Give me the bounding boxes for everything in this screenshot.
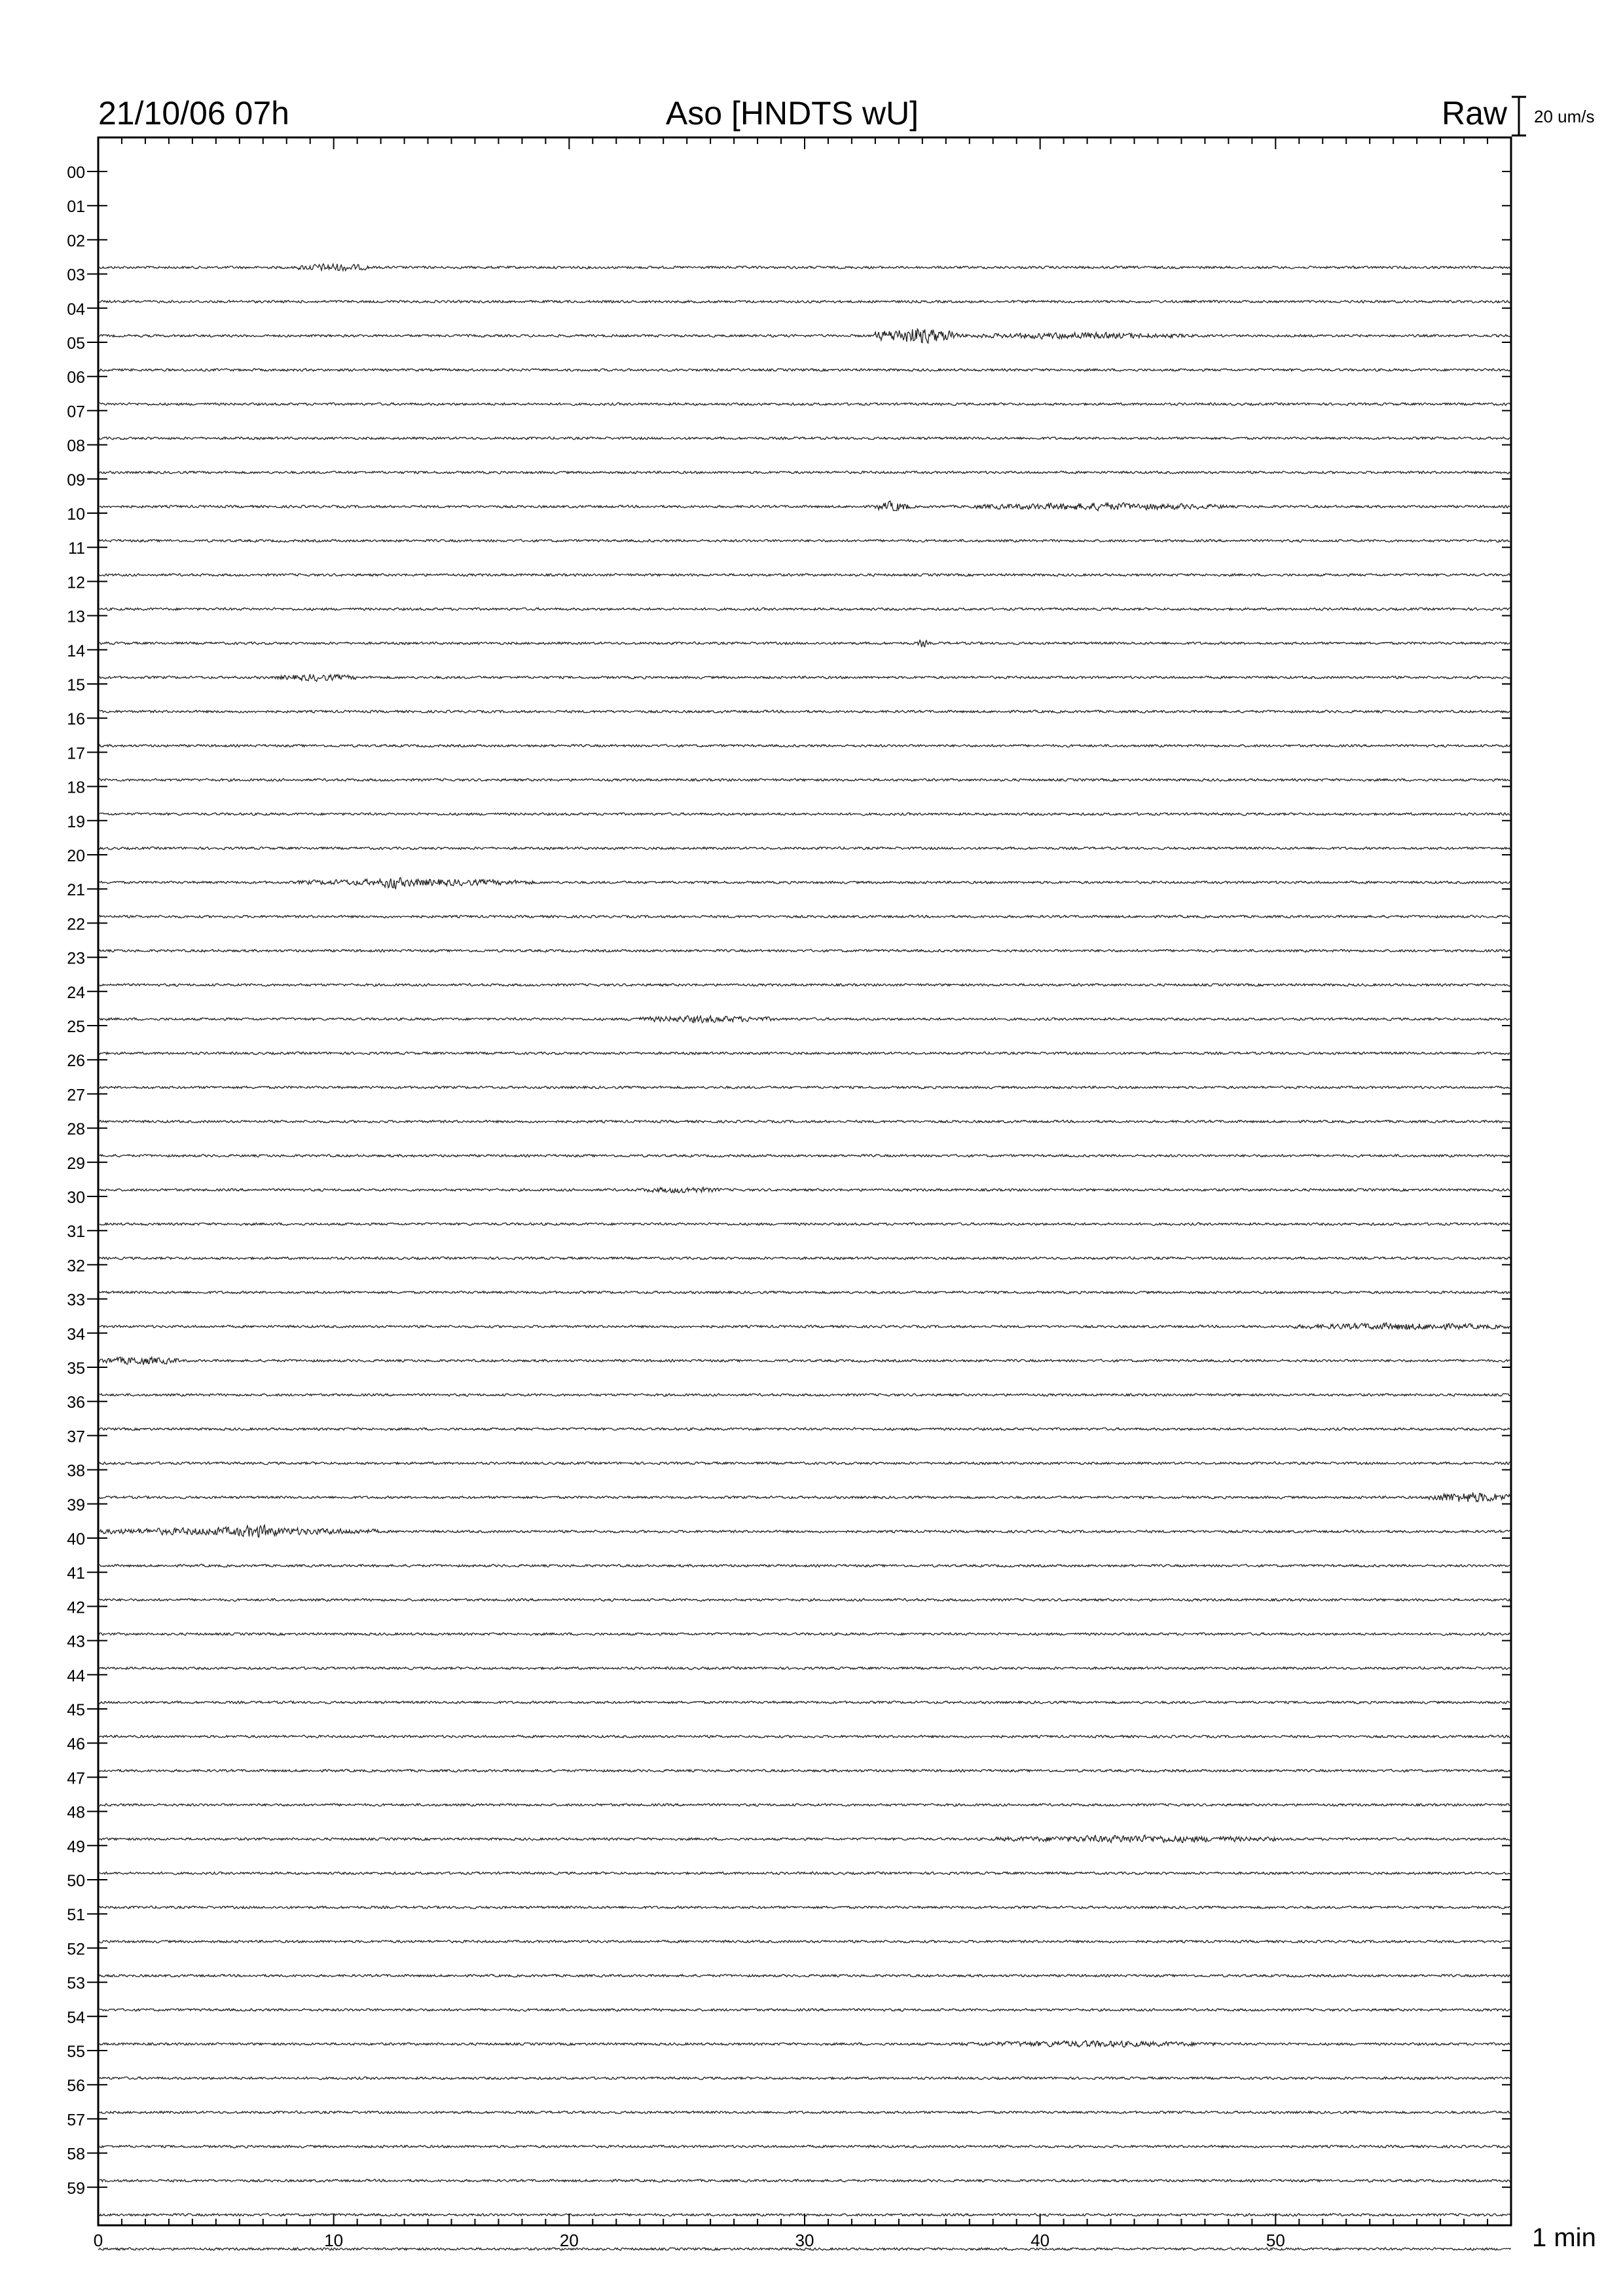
frame-ticks: [98, 137, 1511, 2225]
row-label: 27: [67, 1086, 85, 1105]
trace-row-31: [98, 1223, 1511, 1225]
trace-row-43: [98, 1633, 1511, 1636]
amplitude-scale-label: 20 um/s: [1534, 107, 1595, 126]
row-label: 26: [67, 1052, 85, 1071]
row-label: 42: [67, 1598, 85, 1617]
row-label: 04: [67, 300, 85, 319]
row-label: 48: [67, 1803, 85, 1822]
row-label: 20: [67, 847, 85, 865]
trace-row-18: [98, 779, 1511, 781]
row-label: 32: [67, 1257, 85, 1276]
trace-row-32: [98, 1257, 1511, 1259]
trace-row-23: [98, 950, 1511, 952]
x-tick-label: 30: [795, 2231, 814, 2250]
row-label: 10: [67, 505, 85, 524]
row-label: 23: [67, 949, 85, 968]
row-label: 13: [67, 607, 85, 626]
trace-row-54: [98, 2009, 1511, 2011]
trace-row-58: [98, 2145, 1511, 2148]
row-labels: [67, 164, 98, 2198]
trace-row-10: [98, 501, 1511, 511]
row-label: 40: [67, 1530, 85, 1549]
trace-row-22: [98, 915, 1511, 918]
row-label: 44: [67, 1666, 85, 1685]
trace-row-21: [98, 878, 1511, 889]
row-label: 58: [67, 2145, 85, 2164]
row-label: 41: [67, 1564, 85, 1583]
row-label: 35: [67, 1359, 85, 1378]
trace-row-48: [98, 1804, 1511, 1806]
row-label: 14: [67, 641, 85, 660]
row-label: 09: [67, 471, 85, 490]
trace-row-14: [98, 640, 1511, 647]
trace-row-5: [98, 329, 1511, 344]
row-label: 43: [67, 1632, 85, 1651]
row-label: 28: [67, 1120, 85, 1139]
trace-row-42: [98, 1598, 1511, 1601]
row-label: 38: [67, 1462, 85, 1480]
x-tick-labels: [94, 2231, 1285, 2250]
row-label: 17: [67, 744, 85, 763]
trace-row-25: [98, 1016, 1511, 1023]
row-label: 01: [67, 198, 85, 217]
trace-row-41: [98, 1564, 1511, 1567]
x-tick-label: 0: [93, 2231, 103, 2250]
x-tick-label: 50: [1266, 2231, 1285, 2250]
x-tick-label: 40: [1030, 2231, 1050, 2250]
row-label: 37: [67, 1427, 85, 1446]
trace-row-16: [98, 710, 1511, 713]
trace-row-50: [98, 1872, 1511, 1874]
header-datetime: 21/10/06 07h: [98, 95, 289, 132]
row-label: 25: [67, 1018, 85, 1036]
trace-row-29: [98, 1155, 1511, 1157]
trace-row-55: [98, 2041, 1511, 2047]
trace-row-46: [98, 1735, 1511, 1738]
row-label: 54: [67, 2008, 85, 2027]
row-label: 21: [67, 881, 85, 900]
row-label: 45: [67, 1701, 85, 1719]
x-tick-label: 10: [324, 2231, 344, 2250]
plot-frame: [98, 137, 1511, 2225]
trace-row-13: [98, 608, 1511, 611]
trace-row-30: [98, 1187, 1511, 1193]
row-label: 31: [67, 1223, 85, 1242]
row-label: 06: [67, 368, 85, 387]
trace-row-20: [98, 847, 1511, 850]
row-label: 07: [67, 403, 85, 422]
trace-row-28: [98, 1121, 1511, 1123]
trace-row-26: [98, 1052, 1511, 1054]
row-label: 56: [67, 2077, 85, 2096]
trace-row-38: [98, 1462, 1511, 1465]
trace-row-52: [98, 1940, 1511, 1943]
header-station-title: Aso [HNDTS wU]: [665, 95, 919, 132]
row-label: 52: [67, 1940, 85, 1959]
trace-row-3: [98, 264, 1511, 270]
trace-row-53: [98, 1975, 1511, 1977]
amplitude-scale-bar: [1512, 97, 1526, 135]
row-label: 36: [67, 1393, 85, 1412]
row-label: 50: [67, 1872, 85, 1890]
row-label: 59: [67, 2179, 85, 2198]
trace-row-24: [98, 984, 1511, 986]
row-label: 08: [67, 437, 85, 456]
duration-label: 1 min: [1532, 2223, 1596, 2252]
trace-row-49: [98, 1835, 1511, 1843]
row-label: 39: [67, 1496, 85, 1515]
row-label: 22: [67, 915, 85, 934]
trace-row-40: [98, 1525, 1511, 1537]
row-label: 05: [67, 334, 85, 353]
row-label: 19: [67, 812, 85, 831]
trace-row-9: [98, 471, 1511, 474]
trace-row-8: [98, 437, 1511, 440]
trace-row-47: [98, 1769, 1511, 1772]
trace-row-6: [98, 368, 1511, 371]
trace-row-56: [98, 2077, 1511, 2079]
row-label: 46: [67, 1735, 85, 1754]
trace-row-37: [98, 1427, 1511, 1430]
trace-row-12: [98, 573, 1511, 576]
trace-row-11: [98, 539, 1511, 542]
trace-row-35: [98, 1357, 1511, 1365]
row-label: 33: [67, 1291, 85, 1310]
trace-row-19: [98, 813, 1511, 816]
row-label: 24: [67, 983, 85, 1002]
trace-row-4: [98, 300, 1511, 303]
trace-row-34: [98, 1323, 1511, 1329]
row-label: 00: [67, 164, 85, 182]
trace-row-27: [98, 1086, 1511, 1088]
trace-row-45: [98, 1701, 1511, 1704]
trace-row-33: [98, 1291, 1511, 1294]
row-label: 57: [67, 2111, 85, 2130]
row-label: 55: [67, 2043, 85, 2061]
row-label: 15: [67, 676, 85, 694]
x-tick-label: 20: [559, 2231, 579, 2250]
row-label: 11: [68, 539, 85, 558]
tick-marks: [98, 137, 1511, 2225]
row-label: 02: [67, 232, 85, 251]
trace-row-57: [98, 2111, 1511, 2113]
header-mode-raw: Raw: [1441, 95, 1507, 132]
trace-row-59: [98, 2179, 1511, 2182]
row-label: 12: [67, 573, 85, 592]
row-label: 34: [67, 1325, 85, 1344]
row-label: 29: [67, 1154, 85, 1173]
trace-row-7: [98, 403, 1511, 405]
row-label: 16: [67, 710, 85, 729]
row-label: 30: [67, 1189, 85, 1207]
row-label: 47: [67, 1769, 85, 1788]
trace-row-39: [98, 1492, 1511, 1501]
trace-row-36: [98, 1393, 1511, 1396]
trace-row-17: [98, 744, 1511, 747]
trace-row-15: [98, 674, 1511, 681]
trace-row-44: [98, 1667, 1511, 1670]
seismic-traces: [98, 264, 1511, 2250]
row-label: 18: [67, 778, 85, 797]
row-label: 49: [67, 1837, 85, 1856]
row-label: 53: [67, 1974, 85, 1993]
row-label: 51: [67, 1906, 85, 1925]
row-label: 03: [67, 266, 85, 285]
trace-row-51: [98, 1906, 1511, 1909]
